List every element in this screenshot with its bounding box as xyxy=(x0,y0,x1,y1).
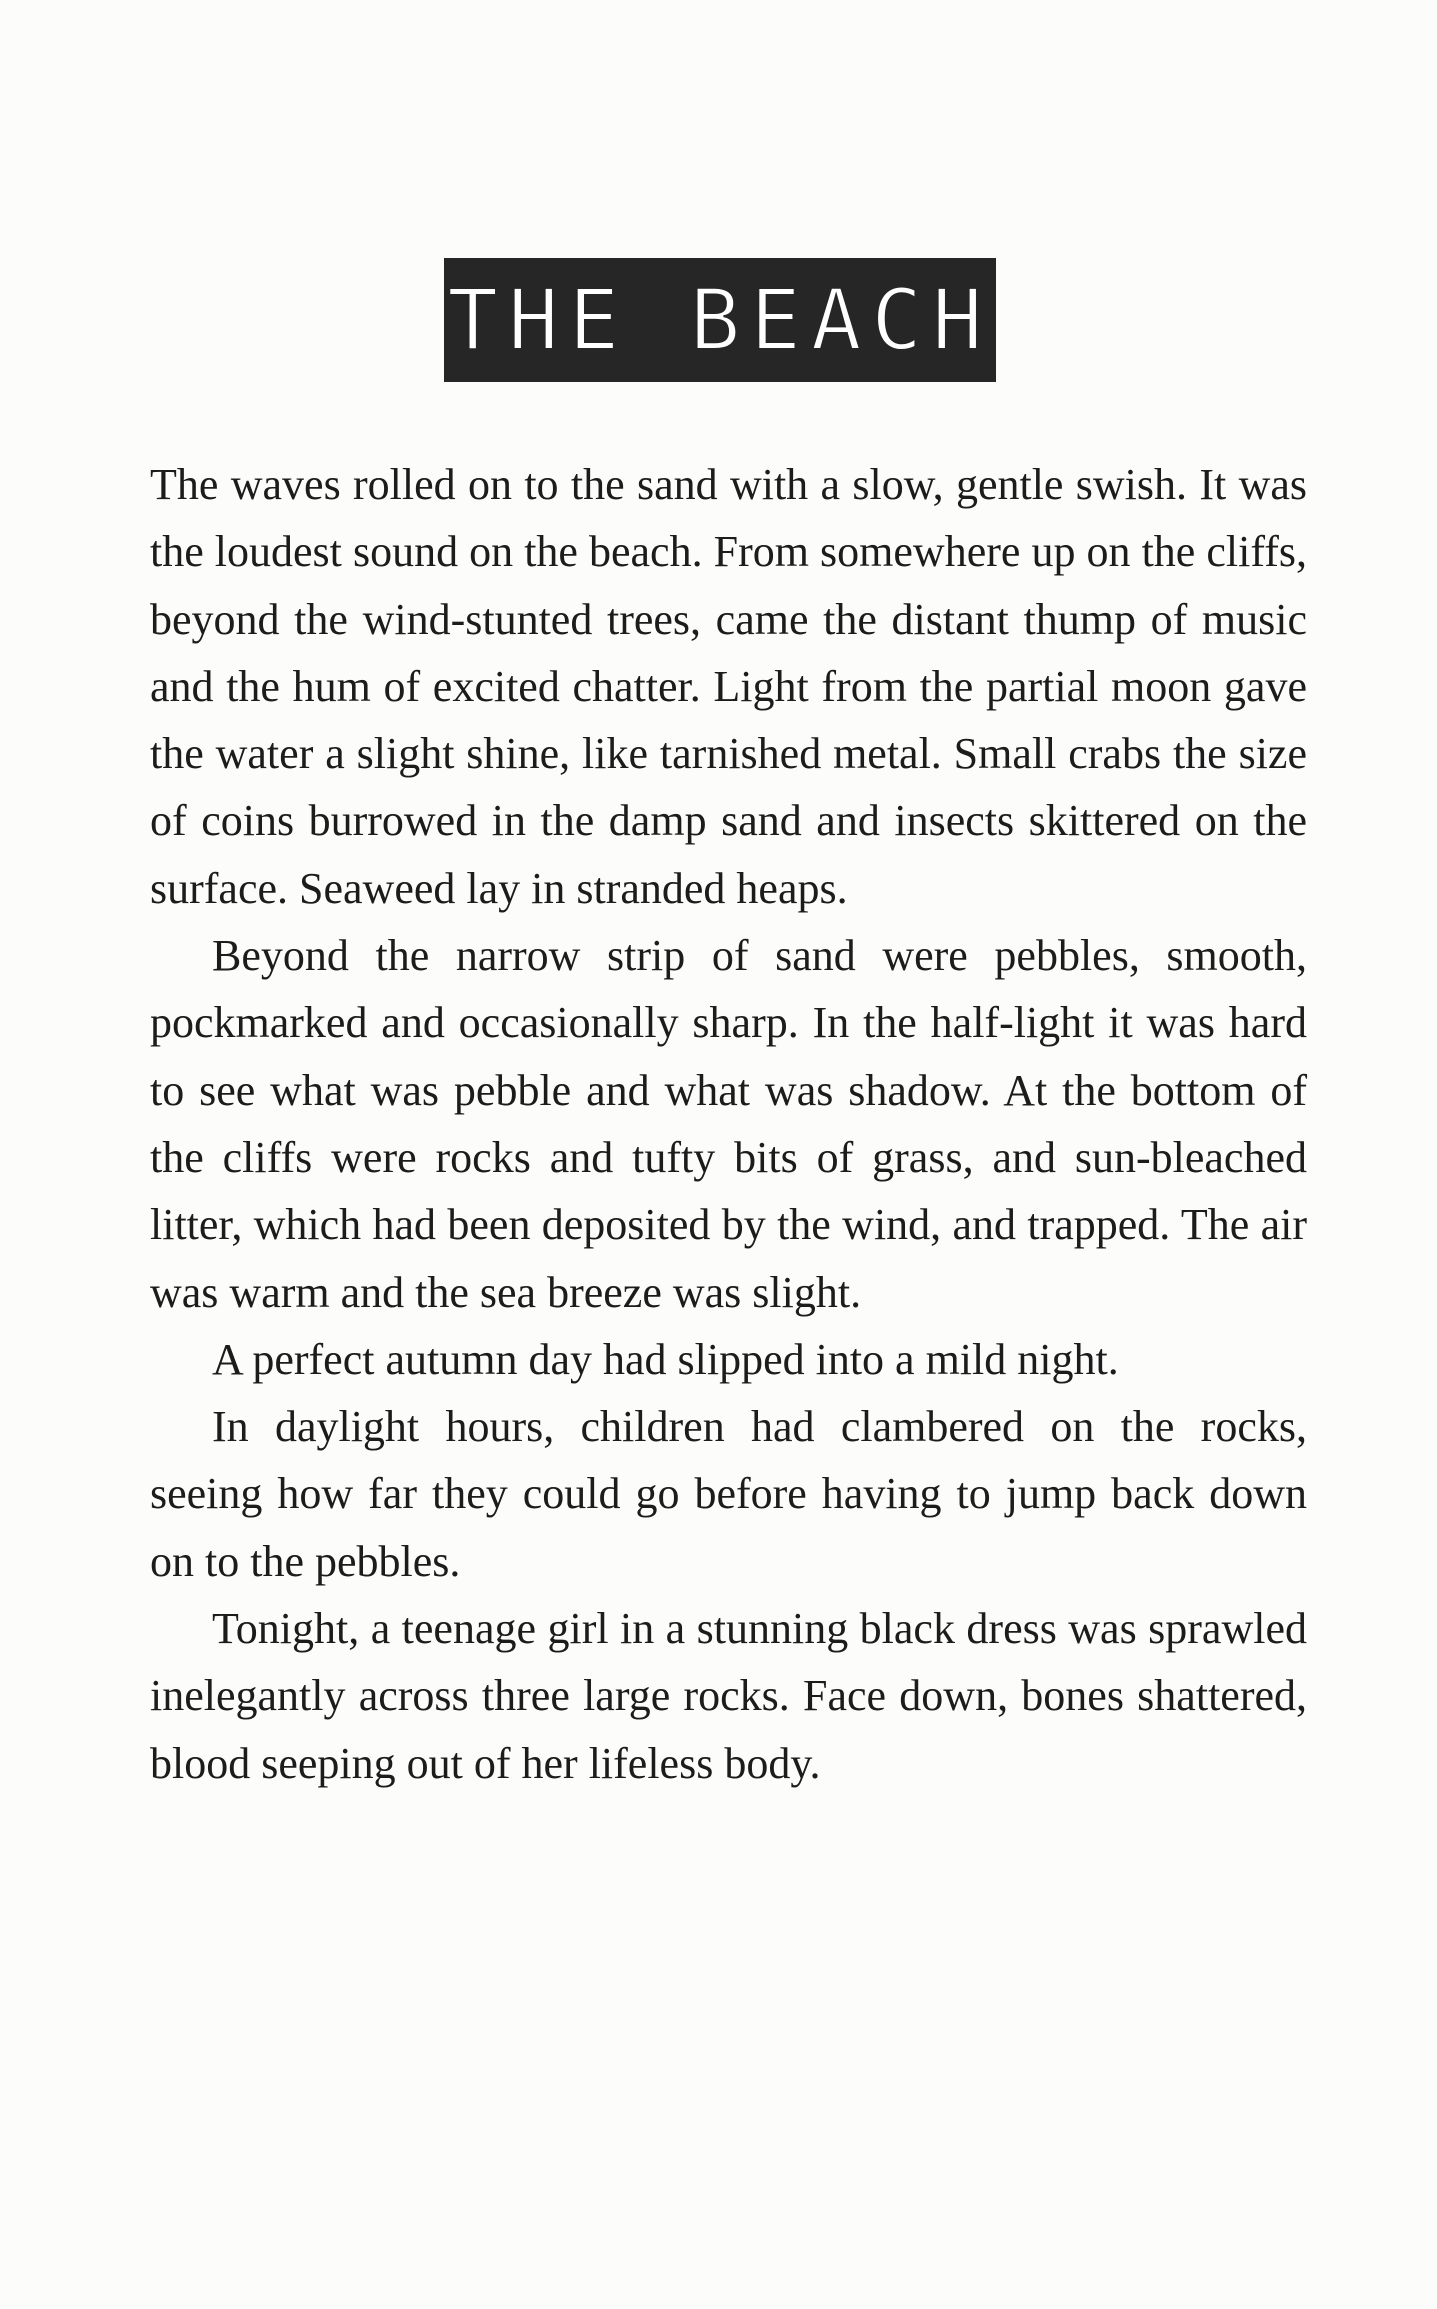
paragraph: Beyond the narrow strip of sand were pebbles, smooth, pockmarked and occasionally sharp. In the half-light it was hard to see what was pebble and what was shadow. At the bottom of the cliffs were rocks and tufty bits of grass, and sun-bleached litter, which had been deposited by the wind, and trapped. The air was warm and the sea breeze was slight. xyxy=(150,931,1307,1317)
paragraph: The waves rolled on to the sand with a slow, gentle swish. It was the loudest sound on the beach. From somewhere up on the cliffs, beyond the wind-stunted trees, came the distant thump of music and the hum of excited chatter. Light from the partial moon gave the water a slight shine, like tarnished metal. Small crabs the size of coins burrowed in the damp sand and insects skittered on the surface. Seaweed lay in stranded heaps. xyxy=(150,460,1307,913)
chapter-heading xyxy=(444,258,996,382)
paragraph: Tonight, a teenage girl in a stunning black dress was sprawled inelegantly across three large rocks. Face down, bones shattered, blood seeping out of her lifeless body. xyxy=(150,1604,1307,1788)
paragraph: A perfect autumn day had slipped into a mild night. xyxy=(212,1334,1119,1384)
paragraph: In daylight hours, children had clambered on the rocks, seeing how far they could go before having to jump back down on to the pebbles. xyxy=(150,1402,1307,1586)
chapter-title: THE BEACH xyxy=(447,271,993,369)
body-text xyxy=(150,451,1307,1797)
